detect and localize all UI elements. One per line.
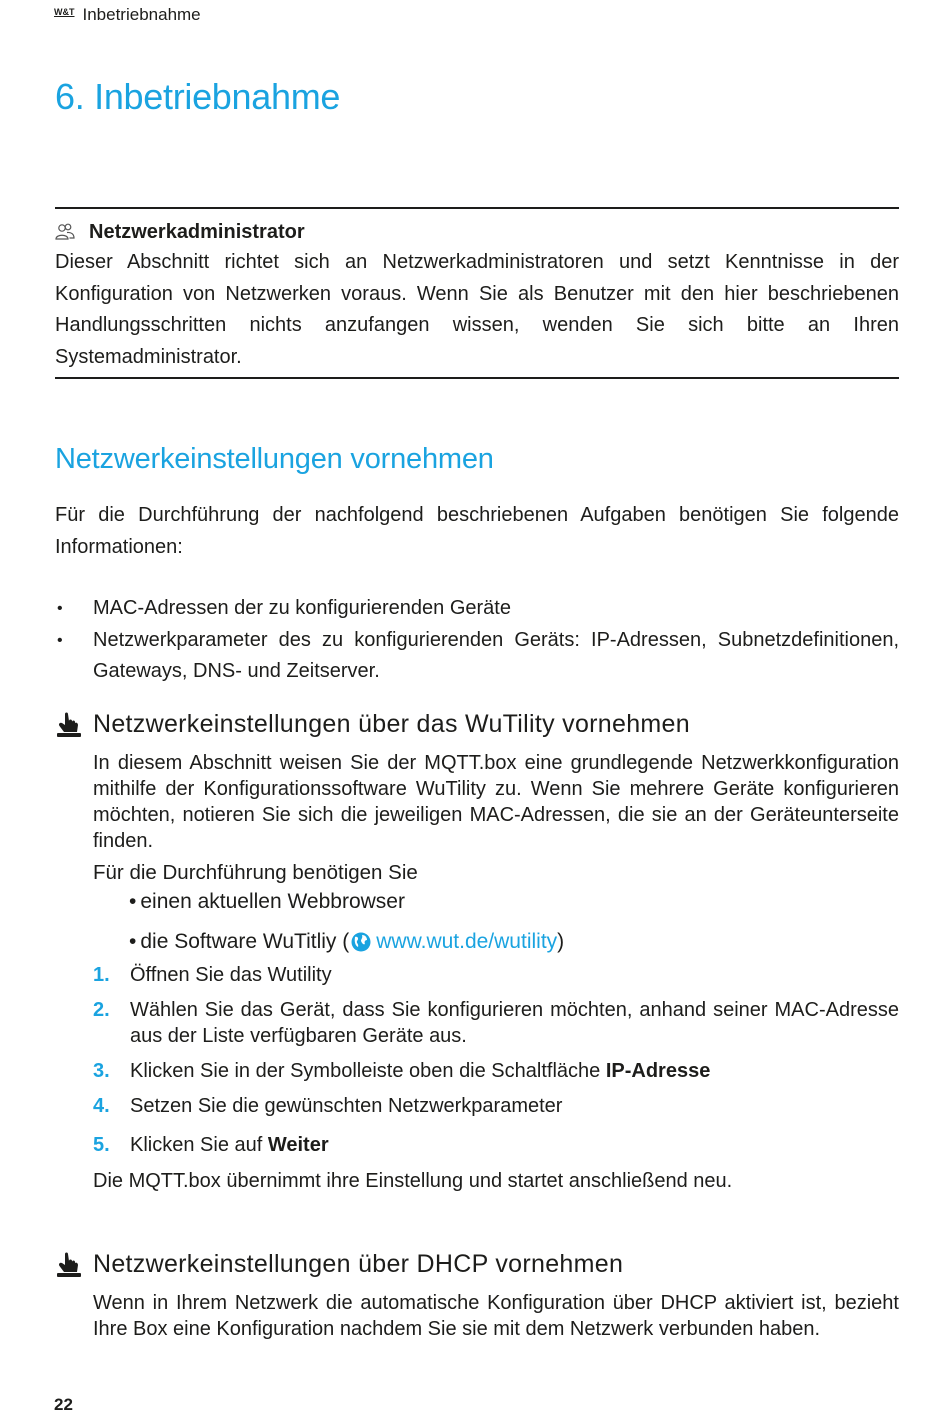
wutility-link[interactable]: www.wut.de/wutility: [376, 930, 558, 953]
wutility-title: Netzwerkeinstellungen über das WuTility vornehmen: [93, 710, 690, 738]
step-text-bold: Weiter: [267, 1134, 329, 1156]
admin-note-box: [55, 207, 899, 379]
wutility-text: In diesem Abschnitt weisen Sie der MQTT.box eine grundlegende Netzwerkkonfiguration mithilfe der Konfigurationssoftware WuTility zu. Wenn Sie mehrere Geräte konfigurieren möchten, notieren Sie sich die jeweiligen MAC-Adressen, die sie an der Geräteunterseite finden.: [93, 752, 899, 852]
admin-note-text: Dieser Abschnitt richtet sich an Netzwerkadministratoren und setzt Kenntnisse in der Konfiguration von Netzwerken voraus. Wenn Sie als Benutzer mit den hier beschriebenen Handlungsschritten nichts anzufangen wissen, wenden Sie sich bitte an Ihren Systemadministrator.: [55, 251, 899, 368]
need-item-browser-text: einen aktuellen Webbrowser: [140, 890, 405, 913]
wutility-heading: [55, 710, 690, 739]
hand-pointer-icon: [55, 712, 83, 738]
admin-note-title: Netzwerkadministrator: [89, 220, 305, 243]
need-item-software: • die Software WuTitliy ( www.wut.de/wutility ): [129, 930, 565, 953]
step-text-plain: Klicken Sie in der Symbolleiste oben die Schaltfläche: [130, 1060, 606, 1082]
chapter-title: 6. Inbetriebnahme: [55, 76, 341, 117]
step-text-bold: IP-Adresse: [605, 1060, 711, 1082]
wt-logo: W&T: [54, 7, 75, 17]
step-item: [93, 1132, 899, 1158]
step-text-plain: Klicken Sie auf: [130, 1134, 268, 1156]
step-item: [93, 997, 899, 1049]
step-text: [130, 1132, 899, 1158]
users-icon: [55, 223, 75, 241]
step-item: [93, 962, 899, 988]
step-number: 3.: [93, 1060, 110, 1082]
step-item: [93, 1093, 899, 1119]
dhcp-text: Wenn in Ihrem Netzwerk die automatische Konfiguration über DHCP aktiviert ist, bezieht Ihre Box eine Konfiguration nachdem Sie sie mit dem Netzwerk verbunden haben.: [93, 1292, 899, 1340]
wutility-result: Die MQTT.box übernimmt ihre Einstellung und startet anschließend neu.: [93, 1170, 733, 1192]
requirements-list: [55, 593, 899, 688]
step-text: Wählen Sie das Gerät, dass Sie konfigurieren möchten, anhand seiner MAC-Adresse aus der Liste verfügbaren Geräte aus.: [130, 999, 899, 1047]
page-number: 22: [54, 1395, 73, 1414]
wutility-need-label: Für die Durchführung benötigen Sie: [93, 861, 418, 884]
admin-note-heading: [55, 217, 899, 247]
step-text: [130, 1058, 899, 1084]
step-number: 4.: [93, 1095, 110, 1117]
step-item: [93, 1058, 899, 1084]
step-text: Öffnen Sie das Wutility: [130, 964, 332, 986]
section-title: Netzwerkeinstellungen vornehmen: [55, 443, 494, 475]
running-header: [54, 4, 201, 26]
step-text: Setzen Sie die gewünschten Netzwerkparameter: [130, 1095, 563, 1117]
hand-pointer-icon: [55, 1252, 83, 1278]
step-number: 1.: [93, 964, 110, 986]
running-header-title: Inbetriebnahme: [82, 5, 201, 24]
need-item-browser: • einen aktuellen Webbrowser: [129, 890, 405, 913]
dhcp-heading: [55, 1250, 623, 1279]
globe-icon: [350, 931, 372, 953]
need-item-software-suffix: ): [557, 930, 565, 953]
list-item: • Netzwerkparameter des zu konfigurierenden Geräts: IP-Adressen, Subnetzdefinitionen, Gateways, DNS- und Zeitserver.: [55, 625, 899, 688]
dhcp-title: Netzwerkeinstellungen über DHCP vornehmen: [93, 1250, 624, 1278]
steps-list: [93, 962, 899, 1158]
list-item: • MAC-Adressen der zu konfigurierenden Geräte: [55, 593, 899, 625]
step-number: 5.: [93, 1134, 110, 1156]
intro-paragraph: Für die Durchführung der nachfolgend beschriebenen Aufgaben benötigen Sie folgende Informationen:: [55, 504, 899, 558]
need-item-software-prefix: die Software WuTitliy (: [140, 930, 350, 953]
step-number: 2.: [93, 999, 110, 1021]
